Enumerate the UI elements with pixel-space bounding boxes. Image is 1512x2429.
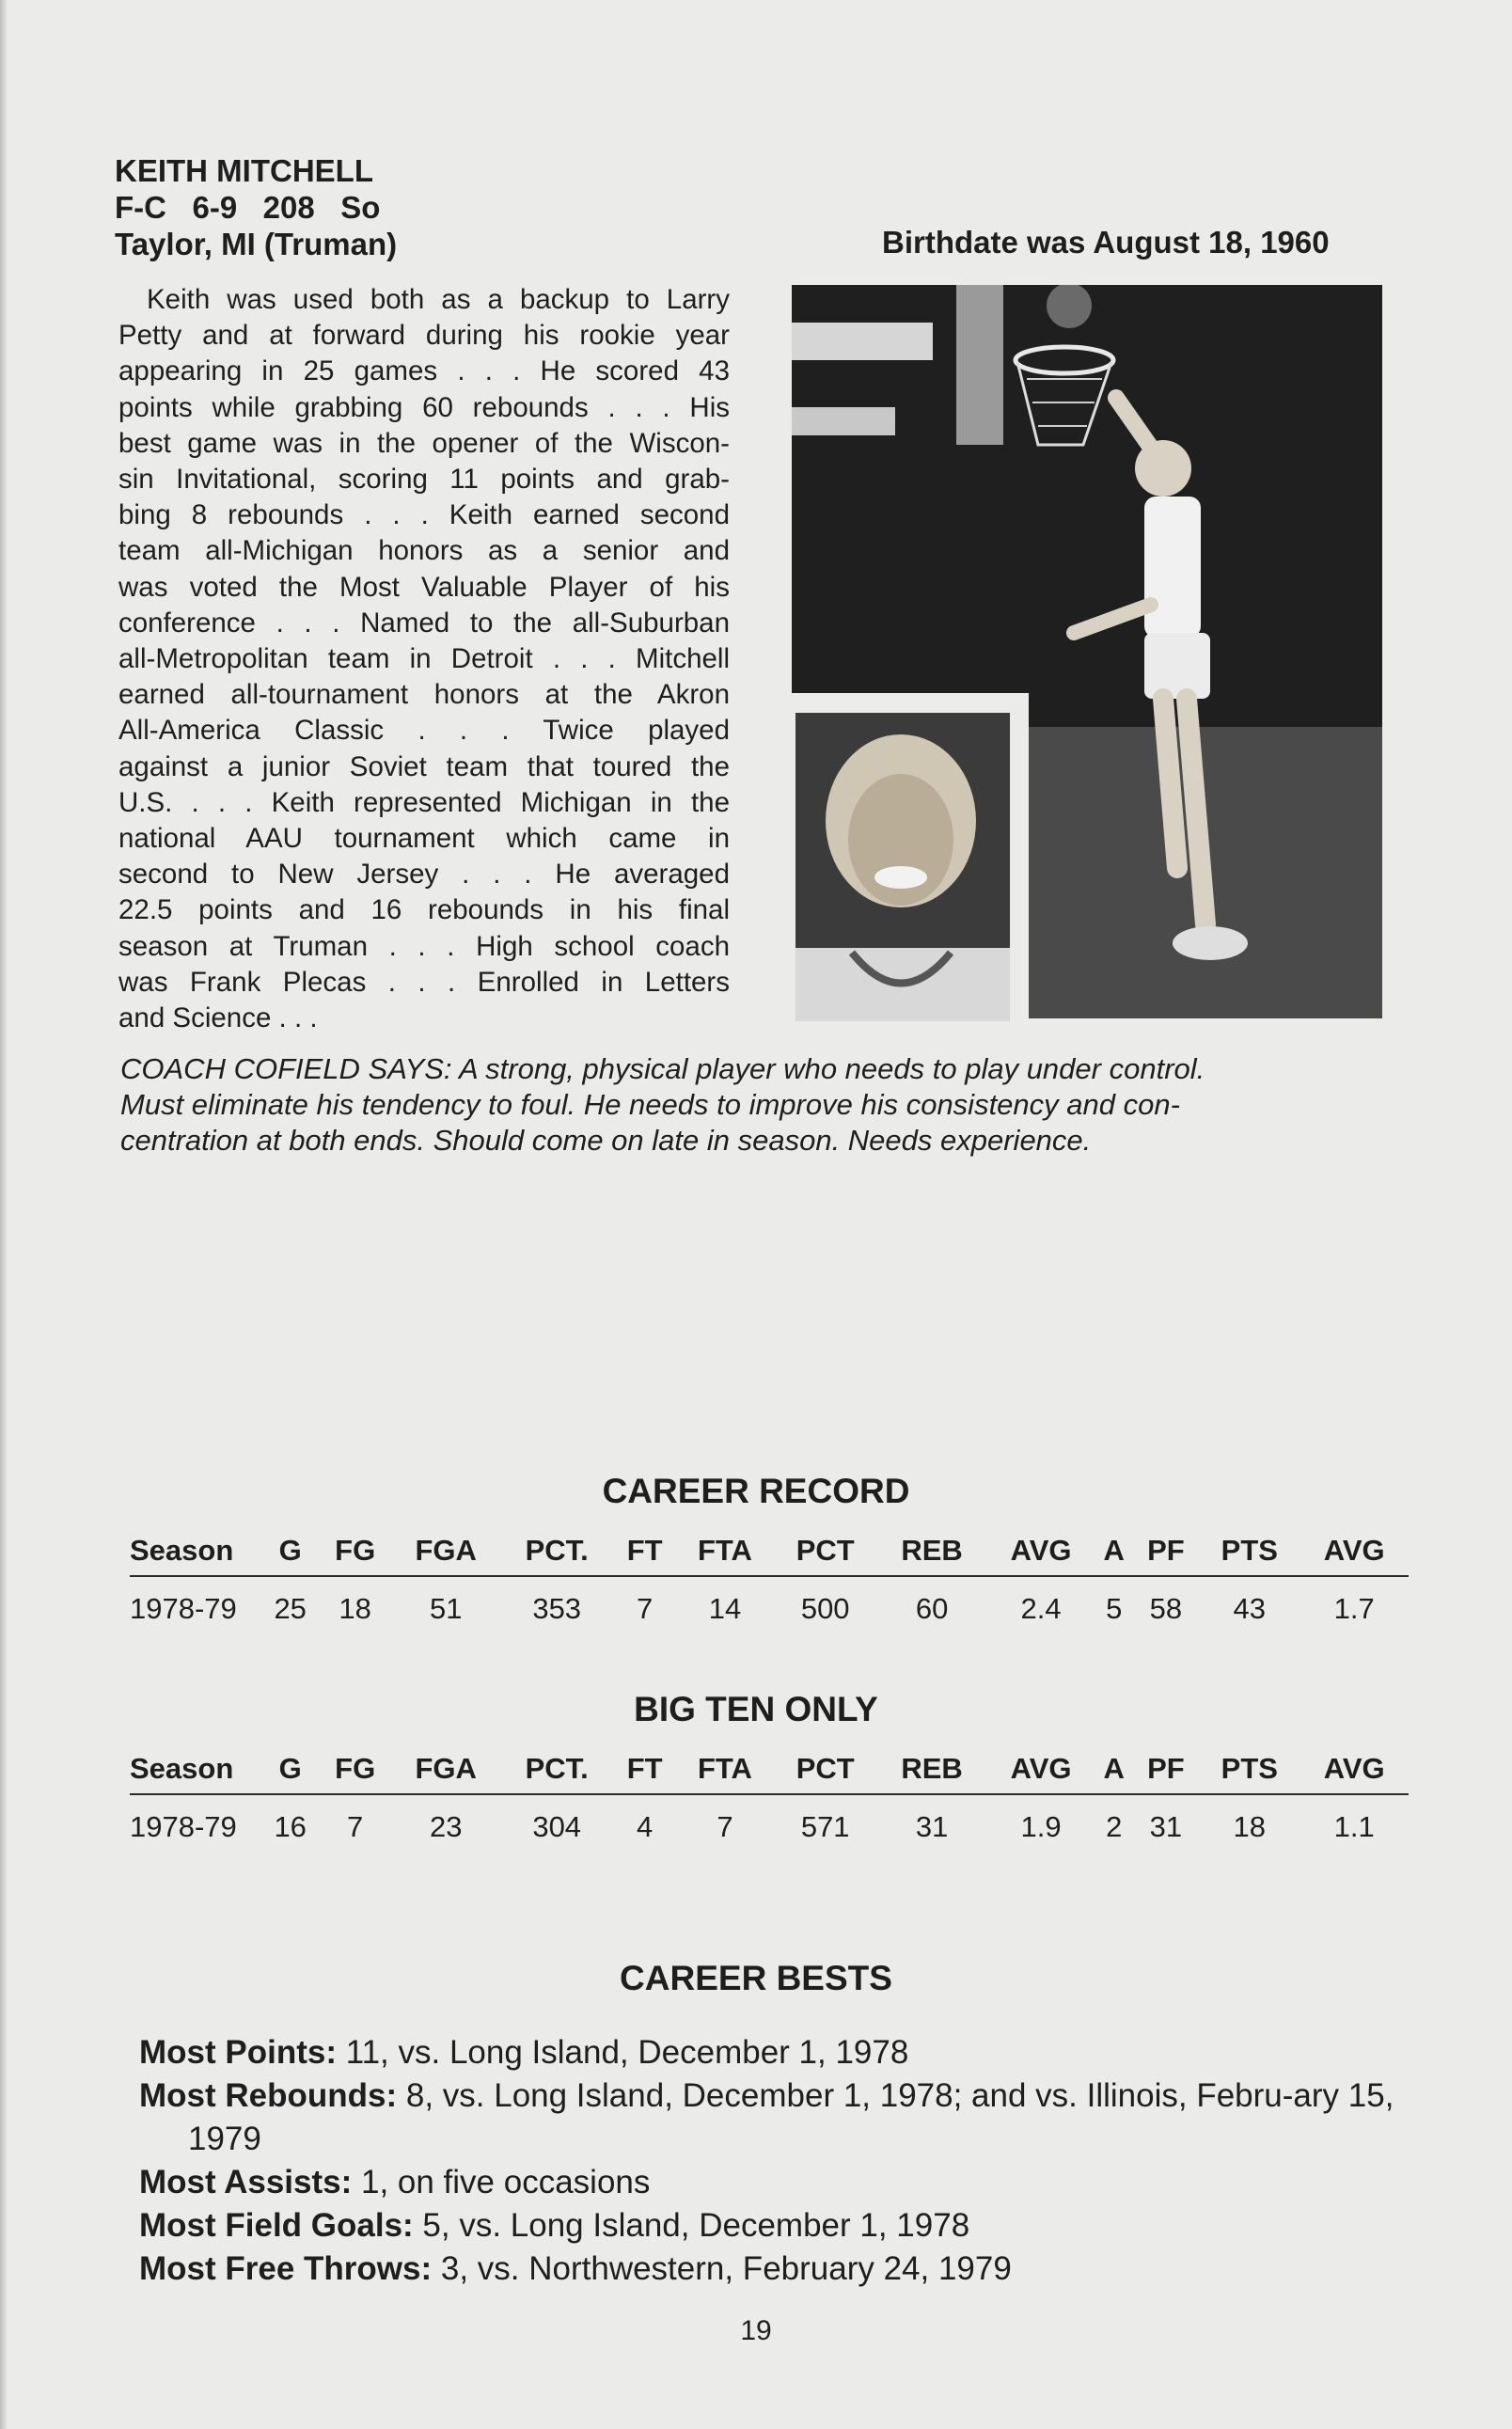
column-header: G	[261, 1752, 319, 1794]
column-header: FTA	[676, 1752, 773, 1794]
bio-line: appearing in 25 games . . . He scored 43	[118, 355, 730, 387]
table-cell: 16	[274, 1810, 307, 1843]
career-best-label: Most Free Throws:	[139, 2250, 433, 2287]
bio-line: conference . . . Named to the all-Suburban	[118, 607, 730, 639]
table-cell: 571	[800, 1810, 850, 1843]
bio-line: Keith was used both as a backup to Larry	[147, 284, 730, 315]
table-cell: 7	[347, 1810, 364, 1843]
career-best-text: 3, vs. Northwestern, February 24, 1979	[432, 2250, 1012, 2287]
column-header: PTS	[1199, 1752, 1299, 1794]
column-header: FGA	[391, 1752, 500, 1794]
bio-line: Petty and at forward during his rookie year	[118, 320, 730, 352]
bio-line: team all-Michigan honors as a senior and	[118, 535, 730, 567]
column-header: FT	[613, 1752, 676, 1794]
career-best-item	[139, 2248, 1404, 2291]
bio-line: 22.5 points and 16 rebounds in his final	[118, 894, 730, 926]
column-header: FGA	[391, 1534, 500, 1576]
bio-line: bing 8 rebounds . . . Keith earned second	[118, 499, 730, 531]
bio-line: best game was in the opener of the Wiscon-	[118, 427, 730, 459]
career-record-title: CAREER RECORD	[602, 1472, 910, 1510]
career-bests-title: CAREER BESTS	[620, 1959, 892, 1997]
table-cell: 25	[274, 1592, 307, 1625]
career-best-text: 1, on five occasions	[352, 2164, 651, 2200]
bio-line: second to New Jersey . . . He averaged	[118, 859, 730, 891]
bio-line: sin Invitational, scoring 11 points and grab-	[118, 464, 730, 496]
table-cell: 1.7	[1333, 1592, 1375, 1625]
table-cell: 500	[800, 1592, 850, 1625]
coach-quote-line: Must eliminate his tendency to foul. He needs to improve his consistency and con-	[120, 1088, 1180, 1121]
bio-line: U.S. . . . Keith represented Michigan in the	[118, 786, 730, 818]
column-header: FTA	[676, 1534, 773, 1576]
career-bests-list	[139, 2031, 1404, 2291]
table-cell: 7	[717, 1810, 733, 1843]
big-ten-table	[130, 1752, 1409, 1844]
table-cell: 23	[429, 1810, 463, 1843]
bio-line: All-America Classic . . . Twice played	[118, 715, 730, 747]
table-cell: 5	[1106, 1592, 1123, 1625]
table-row	[130, 1794, 1409, 1844]
column-header: FG	[319, 1752, 391, 1794]
column-header: Season	[130, 1752, 261, 1794]
column-header: PTS	[1199, 1534, 1299, 1576]
table-cell: 60	[915, 1592, 949, 1625]
coach-quote-line: COACH COFIELD SAYS: A strong, physical player who needs to play under control.	[120, 1052, 1205, 1085]
career-best-item	[139, 2031, 1404, 2074]
table-cell: 43	[1233, 1592, 1267, 1625]
column-header: PCT.	[500, 1752, 613, 1794]
table-cell: 2.4	[1020, 1592, 1062, 1625]
career-best-item	[139, 2161, 1404, 2204]
career-best-label: Most Assists:	[139, 2164, 353, 2200]
column-header: AVG	[986, 1534, 1095, 1576]
column-header: PCT.	[500, 1534, 613, 1576]
bio-line: was voted the Most Valuable Player of his	[118, 571, 730, 603]
column-header: AVG	[1299, 1752, 1409, 1794]
big-ten-title: BIG TEN ONLY	[634, 1690, 878, 1728]
column-header: FG	[319, 1534, 391, 1576]
table-cell: 31	[1149, 1810, 1183, 1843]
table-cell: 14	[708, 1592, 742, 1625]
table-cell: 4	[637, 1810, 654, 1843]
column-header: A	[1095, 1534, 1133, 1576]
table-cell: 1978-79	[130, 1592, 237, 1625]
table-cell: 31	[915, 1810, 949, 1843]
table-cell: 1.1	[1333, 1810, 1375, 1843]
coach-quote-line: centration at both ends. Should come on late in season. Needs experience.	[120, 1124, 1092, 1157]
bio-line: was Frank Plecas . . . Enrolled in Letters	[118, 966, 730, 998]
column-header: A	[1095, 1752, 1133, 1794]
bio-line: and Science . . .	[118, 1002, 318, 1034]
column-header: FT	[613, 1534, 676, 1576]
column-header: PF	[1133, 1534, 1200, 1576]
column-header: PF	[1133, 1752, 1200, 1794]
career-best-item	[139, 2074, 1404, 2161]
career-record-table	[130, 1534, 1409, 1626]
player-birthdate: Birthdate was August 18, 1960	[882, 225, 1330, 260]
career-best-label: Most Points:	[139, 2034, 337, 2071]
player-name: KEITH MITCHELL	[115, 153, 373, 188]
table-cell: 51	[429, 1592, 463, 1625]
column-header: REB	[877, 1752, 986, 1794]
table-cell: 18	[1233, 1810, 1267, 1843]
portrait-photo	[795, 713, 1010, 1021]
page-number: 19	[740, 2315, 772, 2346]
table-cell: 1.9	[1020, 1810, 1062, 1843]
bio-line: all-Metropolitan team in Detroit . . . Mitchell	[118, 643, 730, 675]
column-header: REB	[877, 1534, 986, 1576]
bio-line: against a junior Soviet team that toured the	[118, 750, 730, 782]
table-cell: 1978-79	[130, 1810, 237, 1843]
bio-line: national AAU tournament which came in	[118, 823, 730, 855]
career-best-label: Most Rebounds:	[139, 2077, 398, 2114]
career-best-label: Most Field Goals:	[139, 2207, 414, 2244]
bio-line: season at Truman . . . High school coach	[118, 930, 730, 962]
player-bio	[118, 282, 730, 1036]
column-header: AVG	[986, 1752, 1095, 1794]
page-binding-edge	[0, 0, 8, 2429]
career-best-item	[139, 2204, 1404, 2248]
column-header: PCT	[774, 1752, 877, 1794]
career-best-text: 8, vs. Long Island, December 1, 1978; and vs. Illinois, Febru-ary 15, 1979	[188, 2077, 1394, 2157]
career-best-text: 5, vs. Long Island, December 1, 1978	[413, 2207, 970, 2244]
table-row	[130, 1576, 1409, 1626]
table-cell: 2	[1106, 1810, 1123, 1843]
table-cell: 7	[637, 1592, 654, 1625]
column-header: AVG	[1299, 1534, 1409, 1576]
career-best-text: 11, vs. Long Island, December 1, 1978	[336, 2034, 909, 2071]
bio-line: points while grabbing 60 rebounds . . . His	[118, 391, 730, 423]
coach-quote	[120, 1051, 1390, 1159]
table-cell: 353	[532, 1592, 582, 1625]
table-cell: 18	[339, 1592, 371, 1625]
column-header: PCT	[774, 1534, 877, 1576]
bio-line: earned all-tournament honors at the Akron	[118, 679, 730, 711]
table-cell: 58	[1149, 1592, 1183, 1625]
column-header: G	[261, 1534, 319, 1576]
player-hometown: Taylor, MI (Truman)	[115, 227, 398, 261]
player-header	[115, 152, 397, 262]
column-header: Season	[130, 1534, 261, 1576]
player-position-line: F-C 6-9 208 So	[115, 190, 381, 225]
table-cell: 304	[532, 1810, 582, 1843]
